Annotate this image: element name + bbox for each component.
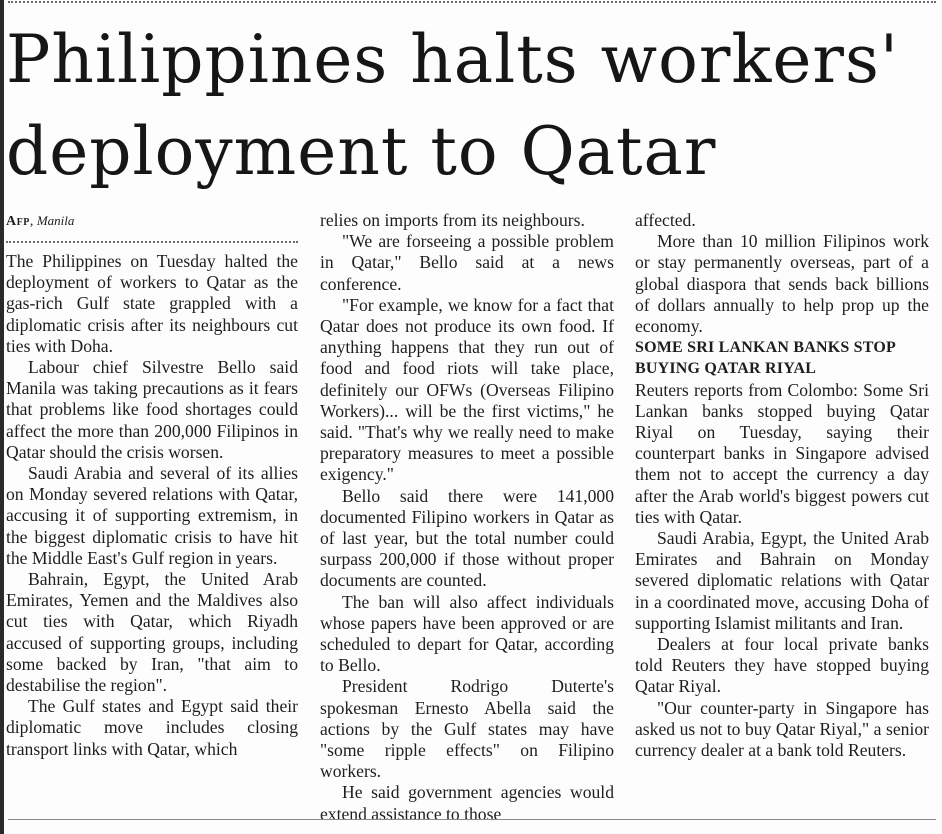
paragraph: He said government agencies would extend assistance to those (320, 782, 614, 824)
bottom-rule (8, 819, 936, 820)
headline: Philippines halts workers' deployment to Qatar (6, 21, 899, 190)
subheading: SOME SRI LANKAN BANKS STOP BUYING QATAR RIYAL (635, 339, 896, 378)
byline-place: Manila (36, 213, 75, 228)
paragraph: "We are forseeing a possible problem in Qatar," Bello said at a news conference. (320, 231, 614, 294)
paragraph: The Gulf states and Egypt said their diplomatic move includes closing transport links with Qatar, which (6, 696, 298, 759)
byline-dotted-rule (6, 241, 298, 243)
paragraph: relies on imports from its neighbours. (320, 210, 585, 230)
paragraph: Bahrain, Egypt, the United Arab Emirates, Yemen and the Maldives also cut ties with Qatar, which Riyadh accused of supporting groups, including some backed by Iran, "that aim to destabilise the region". (6, 569, 298, 696)
byline-separator: , (29, 214, 34, 229)
paragraph: "For example, we know for a fact that Qatar does not produce its own food. If anything happens that they run out of food and food riots will take place, definitely our OFWs (Overseas Filipino Workers)... will be the first victims," he said. "That's why we really need to make preparatory measures to meet a possible exigency." (320, 294, 614, 485)
paragraph: Bello said there were 141,000 documented Filipino workers in Qatar as of last year, but the total number could surpass 200,000 if those without proper documents are counted. (320, 485, 614, 591)
byline (6, 210, 298, 231)
paragraph: The ban will also affect individuals whose papers have been approved or are scheduled to depart for Qatar, according to Bello. (320, 591, 614, 676)
article-column-2 (320, 210, 614, 825)
left-border-rule (0, 0, 4, 834)
top-dotted-rule (8, 1, 936, 3)
paragraph: Labour chief Silvestre Bello said Manila was taking precautions as it fears that problems like food shortages could affect the more than 200,000 Filipinos in Qatar should the crisis worsen. (6, 357, 298, 462)
article-column-3 (635, 210, 929, 761)
paragraph: "Our counter-party in Singapore has asked us not to buy Qatar Riyal," a senior currency dealer at a bank told Reuters. (635, 697, 929, 761)
paragraph: Reuters reports from Colombo: Some Sri Lankan banks stopped buying Qatar Riyal on Tuesday, saying their counterpart banks in Singapore advised them not to accept the currency a day after the Arab world's biggest powers cut ties with Qatar. (635, 379, 929, 527)
paragraph: Saudi Arabia and several of its allies on Monday severed relations with Qatar, accusing it of supporting extremism, in the biggest diplomatic crisis to have hit the Middle East's Gulf region in years. (6, 463, 298, 568)
paragraph: The Philippines on Tuesday halted the deployment of workers to Qatar as the gas-rich Gulf state grappled with a diplomatic crisis after its neighbours cut ties with Doha. (6, 251, 298, 356)
paragraph: Saudi Arabia, Egypt, the United Arab Emirates and Bahrain on Monday severed diplomatic relations with Qatar in a coordinated move, accusing Doha of supporting Islamist militants and Iran. (635, 528, 929, 633)
paragraph: Dealers at four local private banks told Reuters they have stopped buying Qatar Riyal. (635, 634, 929, 697)
byline-agency: Afp (6, 214, 30, 229)
paragraph: affected. (635, 210, 696, 230)
paragraph: More than 10 million Filipinos work or stay permanently overseas, part of a global diaspora that sends back billions of dollars annually to help prop up the economy. (635, 231, 929, 337)
article-column-1 (6, 210, 298, 760)
paragraph: President Rodrigo Duterte's spokesman Ernesto Abella said the actions by the Gulf states may have "some ripple effects" on Filipino workers. (320, 676, 614, 782)
